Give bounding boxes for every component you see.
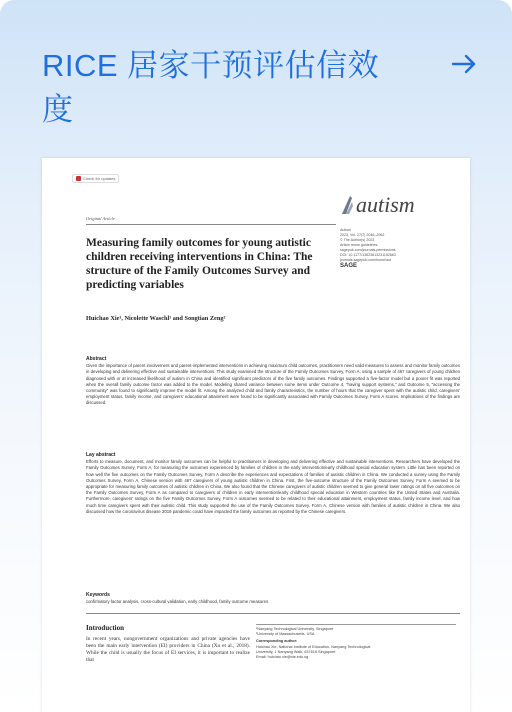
article-type: Original Article bbox=[86, 216, 115, 221]
journal-meta-line: 2023, Vol. 27(7) 2046–2062 bbox=[340, 233, 385, 237]
affiliation-line: ¹Nanyang Technological University, Singapore bbox=[256, 627, 334, 631]
publisher-logo: SAGE bbox=[340, 263, 358, 269]
journal-meta-line: © The Author(s) 2023 bbox=[340, 238, 375, 242]
introduction-section bbox=[86, 624, 250, 664]
corresponding-label: Corresponding author: bbox=[256, 639, 298, 644]
check-updates-label: Check for updates bbox=[83, 176, 116, 181]
introduction-heading: Introduction bbox=[86, 624, 124, 632]
corresponding-line: Huichao Xie, National Institute of Education, Nanyang Technological bbox=[256, 644, 371, 649]
keywords-text: confirmatory factor analysis, cross-cultural validation, early childhood, family outcome measures bbox=[86, 599, 269, 605]
abstract-heading: Abstract bbox=[86, 356, 107, 362]
affiliations-footnote bbox=[256, 624, 456, 660]
lay-abstract-heading: Lay abstract bbox=[86, 452, 116, 458]
affiliation-line: ²University of Massachusetts, USA bbox=[256, 632, 315, 637]
paper-title: Measuring family outcomes for young autistic children receiving interventions in China: The structure of the Family Outcomes Survey and predicting variables bbox=[86, 237, 313, 291]
crossmark-icon bbox=[76, 176, 81, 181]
paper-preview bbox=[42, 158, 470, 712]
keywords-heading: Keywords bbox=[86, 592, 110, 598]
arrow-right-icon[interactable] bbox=[450, 50, 478, 78]
lay-abstract-section bbox=[86, 452, 460, 515]
card-title: RICE 居家干预评估信效度 bbox=[42, 48, 380, 127]
journal-logo bbox=[340, 194, 415, 216]
header-divider bbox=[86, 224, 336, 225]
journal-meta-line: sagepub.com/journals-permissions bbox=[340, 248, 396, 252]
check-updates-badge[interactable] bbox=[72, 174, 119, 183]
paper-authors: Huichao Xie¹, Nicolette Waschl¹ and Songtian Zeng² bbox=[86, 315, 226, 322]
journal-meta-line: Autism bbox=[340, 228, 351, 232]
corresponding-line: University, 1 Nanyang Walk, 637616 Singapore. bbox=[256, 649, 337, 654]
corresponding-line: Email: huichao.xie@nie.edu.sg bbox=[256, 655, 309, 660]
journal-meta-line: DOI: 10.1177/13623613231152663 bbox=[340, 253, 396, 257]
body-divider bbox=[86, 613, 460, 614]
journal-meta-line: Article reuse guidelines: bbox=[340, 243, 379, 247]
journal-name: autism bbox=[356, 192, 415, 217]
journal-meta bbox=[340, 228, 450, 269]
keywords-section bbox=[86, 592, 460, 605]
introduction-text: In recent years, nongovernment organizations and private agencies have been the main early intervention (EI) providers in China (Xu et al., 2018). While the child is usually the focus of EI services, it is important to realize that bbox=[86, 636, 250, 663]
lay-abstract-text: Efforts to measure, document, and monitor family outcomes can be helpful to practitioners in developing and delivering effective and sustainable interventions. Researchers have developed the Family Outcomes Survey, Form A, for measuring the outcomes experienced by families of children in the early intervention/early childhood special education system. Little has been reported on how well the five outcomes on the Family Outcomes Survey, Form A describe the experiences and expectations of families of autistic children in China. We conducted a survey using the Family Outcomes Survey, Form A, Chinese version with 467 caregivers of young autistic children in China. First, the five-outcome structure of the Family Outcomes Survey, Form A seemed to be appropriate for measuring family outcomes of autistic children in China. We also found that the Chinese caregivers of autistic children seemed to give general lower ratings on all five outcomes on the Family Outcomes Survey, Form A as compared to caregivers of children in early intervention/early childhood special education in Western countries like the United States and Australia. Furthermore, caregivers' ratings on the five Family Outcomes Survey, Form A outcomes seemed to be related to their educational attainment, employment status, family income level, and how much time caregivers spent with their autistic child. This study supported the use of the Family Outcomes Survey, Form A, Chinese version with families of autistic children in China. We also discussed how the coronavirus disease 2019 pandemic could have impacted the family outcomes as reported by the Chinese caregivers. bbox=[86, 459, 460, 514]
abstract-section bbox=[86, 356, 460, 407]
abstract-text: Given the importance of parent involvement and parent-implemented interventions in achieving maximum child outcomes, practitioners need valid measures to assess and monitor family outcomes in developing and delivering effective and sustainable interventions. This study examined the structure of the Family Outcomes Survey, Form A, using a sample of 467 caregivers of young children diagnosed with or at increased likelihood of autism in China and identified significant predictors of the five family outcomes. Findings supported a five-factor model but a poorer fit was reported when the overall family outcome factor was added to the model. Modeling shared variance between some items under Outcome 4, "having support systems," and Outcome 5, "accessing the community" was found to significantly improve the model fit. Among the analyzed child and family characteristics, the number of hours that the caregiver spent with the autistic child, caregivers' employment status, family income, and caregivers' educational attainment were found to be significantly associated with Family Outcomes Survey, Form A scores. Implications of the findings are discussed. bbox=[86, 363, 460, 406]
journal-meta-line: journals.sagepub.com/home/aut bbox=[340, 258, 392, 262]
journal-mark-icon bbox=[340, 194, 354, 216]
